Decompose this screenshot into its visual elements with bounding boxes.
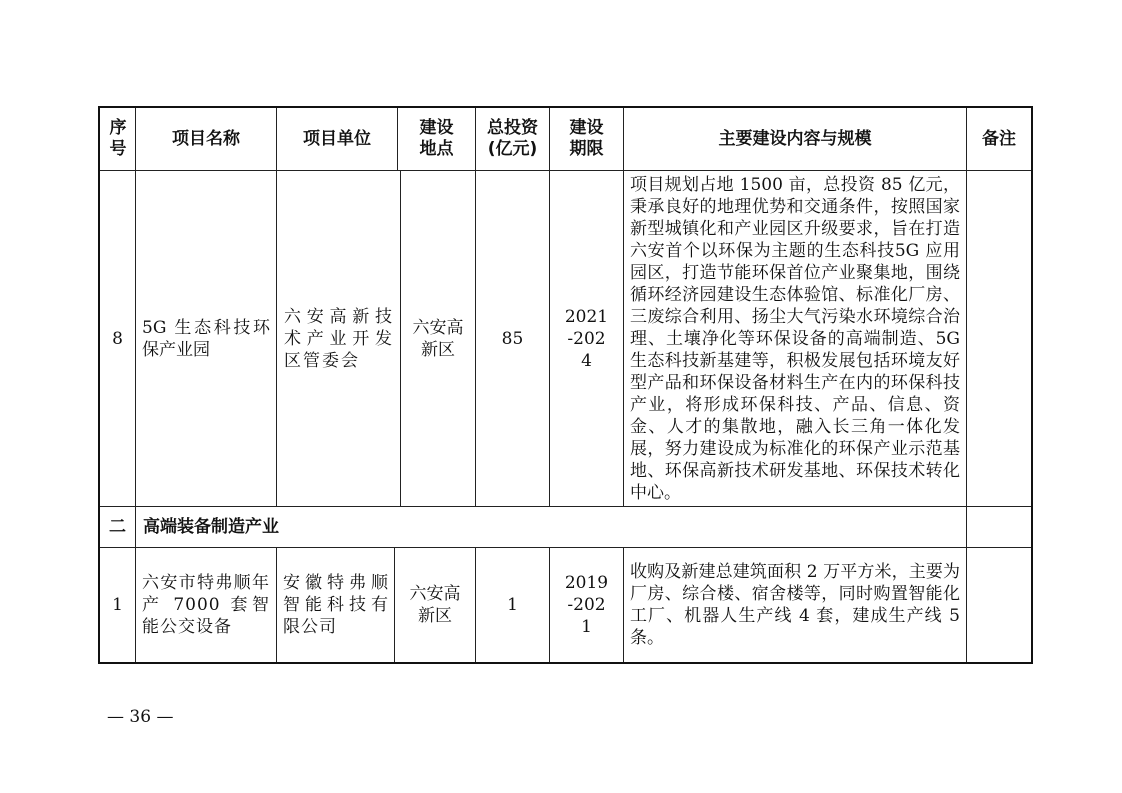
header-investment-label: 总投资(亿元) [487,118,538,159]
row8-content-value: 项目规划占地 1500 亩，总投资 85 亿元，秉承良好的地理优势和交通条件，按照国家新型城镇化和产业园区升级要求，旨在打造六安首个以环保为主题的生态科技5G 应用园区，打造节能环保首位产业聚集地，围绕循环经济园建设生态体验馆、标准化厂房、三废综合利用、扬尘大气污染水环境综合治理、土壤净化等环保设备的高端制造、5G 生态科技新基建等，积极发展包括环境友好型产品和环保设备材料生产在内的环保科技产业，将形成环保科技、产品、信息、资金、人才的集散地，融入长三角一体化发展，努力建设成为标准化的环保产业示范基地、环保高新技术研发基地、环保技术转化中心。 [630,174,960,503]
row8-location-value: 六安高新区 [412,317,464,360]
row8-investment-value: 85 [501,328,524,349]
row8-period-value: 2021-2024 [564,306,609,371]
header-location-label: 建设地点 [419,118,454,159]
section-title-value: 高端装备制造产业 [143,516,279,537]
row8-name [142,171,272,506]
row1-name [142,548,272,662]
row1-unit-value: 安徽特弗顺智能科技有限公司 [283,573,389,637]
row8-content [630,171,962,506]
col-divider [623,547,624,662]
header-seq-label: 序号 [109,118,127,159]
row1-seq [100,548,135,662]
row8-remark [967,171,1031,506]
header-period [550,108,623,170]
row1-seq-value: 1 [112,595,123,615]
row8-seq [100,171,135,506]
section-seq-value: 二 [109,516,126,537]
section-title [143,507,963,547]
header-remark [967,108,1031,170]
header-unit [277,108,397,170]
row1-location-value: 六安高新区 [409,584,461,626]
row8-unit [284,171,396,506]
header-seq [104,108,132,170]
section-seq [100,507,135,547]
header-content [624,108,966,170]
header-location [398,108,475,170]
row1-remark [967,548,1031,662]
header-content-label: 主要建设内容与规模 [718,128,872,149]
header-period-label: 建设期限 [569,118,604,159]
row1-unit [283,548,391,662]
header-unit-label: 项目单位 [303,128,371,149]
row8-investment [476,171,549,506]
col-divider [276,547,277,662]
row1-investment [476,548,549,662]
row8-name-value: 5G 生态科技环保产业园 [142,317,270,360]
row8-seq-value: 8 [112,328,123,349]
header-name-label: 项目名称 [172,128,240,149]
row8-location [401,171,475,506]
page-number: — 36 — [107,707,174,727]
row1-name-value: 六安市特弗顺年产 7000 套智能公交设备 [142,573,270,637]
project-table [98,106,1033,664]
row8-period [550,171,623,506]
row1-content-value: 收购及新建总建筑面积 2 万平方米，主要为厂房、综合楼、宿舍楼等，同时购置智能化工厂、机器人生产线 4 套，建成生产线 5 条。 [630,562,960,648]
row1-period-value: 2019-2021 [564,573,609,637]
row1-location [395,548,475,662]
header-investment [476,108,549,170]
row1-investment-value: 1 [507,595,518,615]
row1-period [550,548,623,662]
col-divider [135,108,136,662]
header-remark-label: 备注 [982,128,1016,149]
row1-content [630,548,962,662]
header-name [136,108,276,170]
row8-unit-value: 六安高新技术产业开发区管委会 [284,306,394,371]
